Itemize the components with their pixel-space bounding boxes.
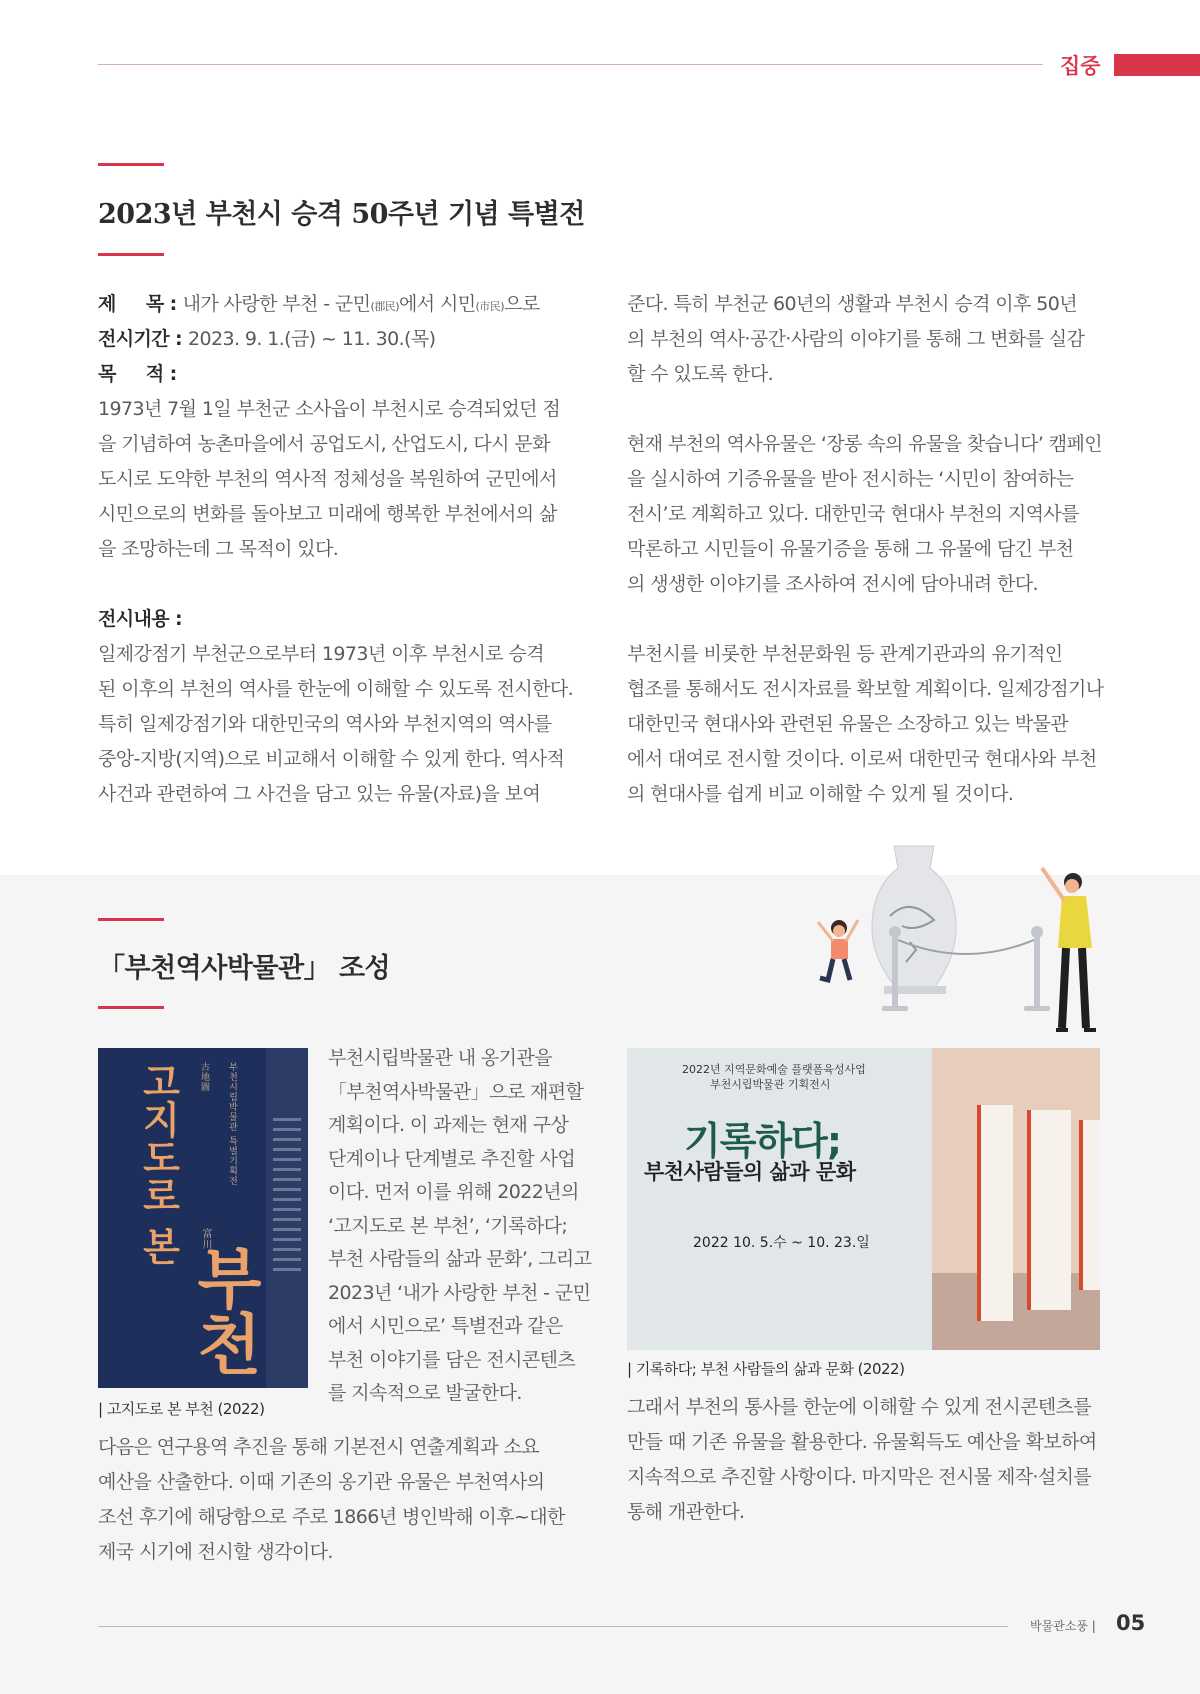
- field-label: 전시기간 :: [98, 328, 189, 350]
- title-accent-bottom-2: [98, 1006, 164, 1009]
- text-line: 통해 개관한다.: [627, 1501, 745, 1523]
- exhibition-photo: [627, 1048, 1100, 1350]
- text-line: 된 이후의 부천의 역사를 한눈에 이해할 수 있도록 전시한다.: [98, 678, 574, 700]
- hanja-note: (郡民): [370, 300, 400, 313]
- text-line: 시민으로의 변화를 돌아보고 미래에 행복한 부천에서의 삶: [98, 503, 557, 525]
- text-line: 협조를 통해서도 전시자료를 확보할 계획이다. 일제강점기나: [627, 678, 1104, 700]
- title-accent-top: [98, 163, 164, 166]
- text-line: 이다. 먼저 이를 위해 2022년의: [328, 1181, 579, 1203]
- text-line: [98, 602, 578, 637]
- exhibition-floor: [932, 1273, 1100, 1350]
- poster-hanja: 富川: [200, 1228, 211, 1250]
- text-line: 조선 후기에 해당함으로 주로 1866년 병인박해 이후~대한: [98, 1506, 565, 1528]
- exhibition-caption: | 기록하다; 부천 사람들의 삶과 문화 (2022): [627, 1360, 905, 1378]
- title-accent-top-2: [98, 918, 164, 921]
- text-line: 도시로 도약한 부천의 역사적 정체성을 복원하여 군민에서: [98, 468, 557, 490]
- text-line: 그래서 부천의 통사를 한눈에 이해할 수 있게 전시콘텐츠를: [627, 1396, 1092, 1418]
- text-line: 사건과 관련하여 그 사건을 담고 있는 유물(자료)을 보여: [98, 783, 541, 805]
- text-line: 을 기념하여 농촌마을에서 공업도시, 산업도시, 다시 문화: [98, 433, 550, 455]
- title-accent-bottom: [98, 253, 164, 256]
- exhibition-wall: [627, 1048, 932, 1350]
- section2-left-bottom-text: [98, 1430, 578, 1570]
- field-label: 전시내용 :: [98, 608, 183, 630]
- text-line: 부천 이야기를 담은 전시콘텐츠: [328, 1348, 576, 1371]
- text-line: 의 부천의 역사·공간·사람의 이야기를 통해 그 변화를 실감: [627, 328, 1085, 350]
- text-line: 의 생생한 이야기를 조사하여 전시에 담아내려 한다.: [627, 573, 1038, 595]
- text-line: 를 지속적으로 발굴한다.: [328, 1382, 522, 1404]
- text-line: 계획이다. 이 과제는 현재 구상: [328, 1114, 569, 1136]
- poster-photo: [98, 1048, 308, 1388]
- text-line: 「부천역사박물관」으로 재편할: [328, 1080, 584, 1103]
- header-accent-bar: [1114, 54, 1200, 76]
- text-line: 부천 사람들의 삶과 문화’, 그리고: [328, 1248, 592, 1270]
- text-line: 할 수 있도록 한다.: [627, 363, 774, 385]
- text-line: 일제강점기 부천군으로부터 1973년 이후 부천시로 승격: [98, 643, 544, 665]
- text-line: 2023년 ‘내가 사랑한 부천 - 군민: [328, 1281, 591, 1304]
- text-line: 다음은 연구용역 추진을 통해 기본전시 연출계획과 소요: [98, 1436, 539, 1458]
- text-line: 에서 대여로 전시할 것이다. 이로써 대한민국 현대사와 부천: [627, 748, 1097, 770]
- field-value: 에서 시민: [399, 293, 476, 315]
- poster-panel-text: [273, 1118, 301, 1278]
- section2-title: 「부천역사박물관」 조성: [98, 953, 391, 984]
- page-number: 05: [1116, 1611, 1146, 1635]
- text-line: 전시’로 계획하고 있다. 대한민국 현대사 부천의 지역사를: [627, 503, 1079, 525]
- text-line: [98, 357, 578, 392]
- exhibit-dates: 2022 10. 5.수 ~ 10. 23.일: [693, 1235, 870, 1251]
- field-label: 목 적 :: [98, 363, 177, 385]
- text-line: 막론하고 시민들이 유물기증을 통해 그 유물에 담긴 부천: [627, 538, 1074, 560]
- header-rule: [98, 64, 1043, 65]
- poster-caption: | 고지도로 본 부천 (2022): [98, 1400, 265, 1418]
- text-line: 부천시를 비롯한 부천문화원 등 관계기관과의 유기적인: [627, 643, 1063, 665]
- text-line: 지속적으로 추진할 사항이다. 마지막은 전시물 제작·설치를: [627, 1466, 1092, 1488]
- display-panel: [1027, 1110, 1071, 1310]
- exhibit-banner-line2: 부천시립박물관 기획전시: [710, 1078, 831, 1091]
- text-line: 부천시립박물관 내 옹기관을: [328, 1047, 552, 1069]
- text-line: 을 실시하여 기증유물을 받아 전시하는 ‘시민이 참여하는: [627, 468, 1074, 490]
- exhibit-headline: 기록하다;: [684, 1119, 842, 1163]
- text-line: [627, 392, 1107, 427]
- text-line: [98, 287, 578, 322]
- section-tag: 집중: [1060, 54, 1101, 78]
- poster-small-hanja: 古地圖: [199, 1062, 209, 1092]
- display-panel: [1079, 1120, 1100, 1290]
- text-line: 에서 시민으로’ 특별전과 같은: [328, 1315, 563, 1337]
- text-line: 을 조망하는데 그 목적이 있다.: [98, 538, 339, 560]
- section2-beside-photo-text: [328, 1042, 592, 1411]
- footer-rule: [98, 1626, 1008, 1627]
- display-panel: [977, 1105, 1013, 1321]
- field-value: 으로: [504, 293, 540, 315]
- text-line: 단계이나 단계별로 추진할 사업: [328, 1147, 576, 1170]
- poster-city-name: 부천: [185, 1244, 263, 1376]
- section2-right-bottom-text: [627, 1390, 1107, 1530]
- section1-title: 2023년 부천시 승격 50주년 기념 특별전: [98, 199, 585, 230]
- exhibit-banner-line1: 2022년 지역문화예술 플랫폼육성사업: [682, 1063, 866, 1076]
- text-line: [98, 322, 578, 357]
- field-value: 2023. 9. 1.(금) ~ 11. 30.(목): [188, 328, 436, 350]
- text-line: 중앙-지방(지역)으로 비교해서 이해할 수 있게 한다. 역사적: [98, 748, 565, 770]
- text-line: 현재 부천의 역사유물은 ‘장롱 속의 유물을 찾습니다’ 캠페인: [627, 433, 1103, 455]
- text-line: 예산을 산출한다. 이때 기존의 옹기관 유물은 부천역사의: [98, 1471, 545, 1493]
- poster-main-title: 고지도로 본: [136, 1062, 181, 1266]
- text-line: 준다. 특히 부천군 60년의 생활과 부천시 승격 이후 50년: [627, 293, 1077, 315]
- poster-vertical-text: 부천시립박물관 특별기획전: [227, 1062, 237, 1186]
- exhibit-subhead: 부천사람들의 삶과 문화: [644, 1160, 856, 1184]
- hanja-note: (市民): [475, 300, 505, 313]
- field-label: 제 목 :: [98, 293, 183, 315]
- text-line: ‘고지도로 본 부천’, ‘기록하다;: [328, 1214, 568, 1237]
- text-line: [98, 567, 578, 602]
- text-line: 1973년 7월 1일 부천군 소사읍이 부천시로 승격되었던 점: [98, 398, 561, 420]
- footer-magazine-name: 박물관소풍 |: [1030, 1619, 1096, 1633]
- section1-left-column: [98, 287, 578, 812]
- field-value: 내가 사랑한 부천 - 군민: [182, 293, 371, 315]
- text-line: 의 현대사를 쉽게 비교 이해할 수 있게 될 것이다.: [627, 783, 1014, 805]
- text-line: [627, 602, 1107, 637]
- museum-visitors-illustration: [806, 838, 1116, 1038]
- text-line: 특히 일제강점기와 대한민국의 역사와 부천지역의 역사를: [98, 713, 552, 735]
- text-line: 제국 시기에 전시할 생각이다.: [98, 1541, 333, 1563]
- section1-right-column: [627, 287, 1107, 812]
- text-line: 대한민국 현대사와 관련된 유물은 소장하고 있는 박물관: [627, 713, 1068, 735]
- text-line: 만들 때 기존 유물을 활용한다. 유물획득도 예산을 확보하여: [627, 1431, 1097, 1453]
